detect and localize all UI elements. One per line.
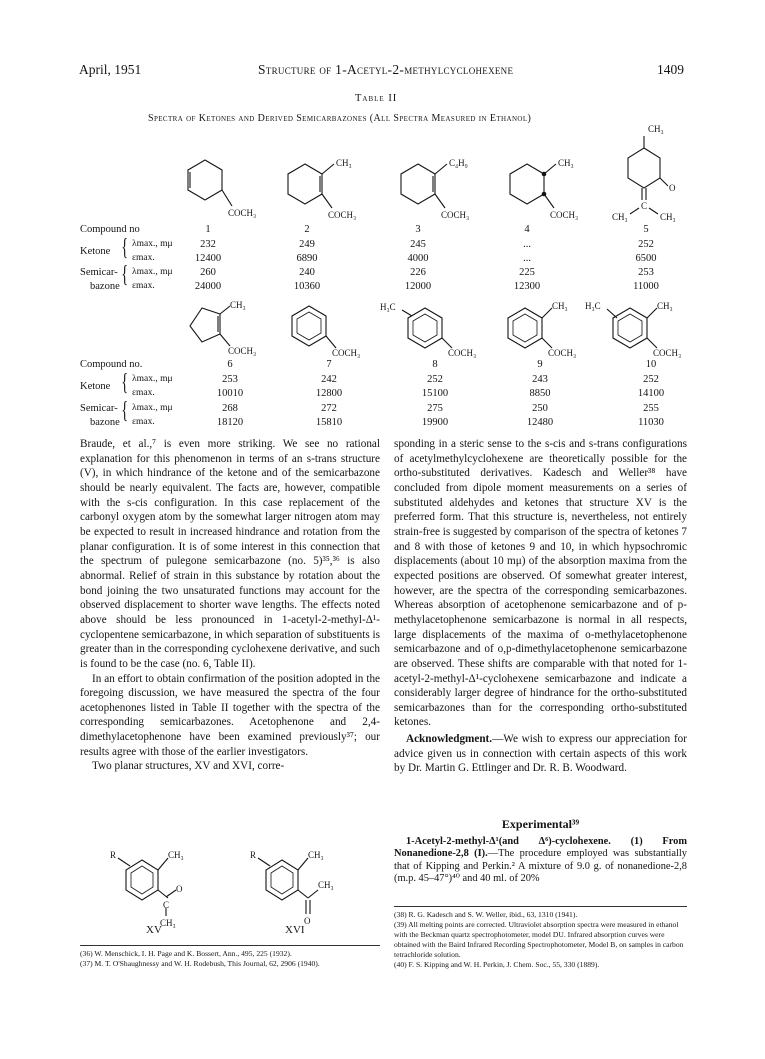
table-cell: 4000 xyxy=(407,253,429,264)
structure-label: CH₃ xyxy=(657,301,673,311)
table-cell: 15810 xyxy=(315,417,343,428)
structure-4 xyxy=(502,156,592,224)
structure-7 xyxy=(284,300,374,360)
structure-label: CH₃ xyxy=(160,918,176,928)
table-cell: 225 xyxy=(519,267,535,278)
paragraph: sponding in a steric sense to the s-cis and s-trans configurations of acetylmethylcyclohexene are theoretically possible for the ortho-substituted derivatives. Kadesch and Weller³⁸ have concluded from dipole moment measurements on a series of substituted aldehydes and ketones that structure XV is the preferred form. That this structure is, nevertheless, not entirely strain-free is suggested by comparison of the spectra of ketones 7 and 8 with those of ketones 9 and 10, in which hypsochromic displacements (about 10 mμ) of the absorption maxima from the expected positions are observed. Of somewhat greater interest, however, are the spectra of the corresponding semicarbazones. Whereas absorption of acetophenone semicarbazone and of p-methylacetophenone semicarbazone is normal in all respects, large displacements of the maxima of o-methylacetophenone semicarbazone and of o,p-dimethylacetophenone semicarbazone are observed. These shifts are comparable with that noted for 1-acetyl-2-methyl-Δ¹-cyclohexene semicarbazone and indicate a considerably larger degree of hindrance for the ortho-substituted semicarbazones than for the corresponding ortho-substituted ketones. xyxy=(394,438,687,729)
table-cell: 252 xyxy=(643,374,659,385)
table-cell: ... xyxy=(523,253,531,264)
table-label: Table II xyxy=(355,93,398,104)
structure-xvi xyxy=(250,848,350,934)
acknowledgment xyxy=(394,732,687,776)
table-cell: 8850 xyxy=(529,388,551,399)
structure-xv-label: XV xyxy=(146,924,162,936)
footnote-rule xyxy=(80,945,380,946)
structure-label: COCH₃ xyxy=(228,346,257,356)
table-cell: 252 xyxy=(638,239,654,250)
row-label-lambda: λmax., mμ xyxy=(132,403,173,413)
structure-label: CH₃ xyxy=(552,301,568,311)
table-cell: 4 xyxy=(524,224,530,235)
structure-8 xyxy=(380,298,490,360)
table-cell: 11000 xyxy=(633,281,659,292)
table-cell: 250 xyxy=(532,403,548,414)
table-cell: 232 xyxy=(200,239,216,250)
table-cell: 253 xyxy=(222,374,238,385)
row-label-epsilon: εmax. xyxy=(132,253,155,263)
table-cell: 253 xyxy=(638,267,654,278)
structure-label: H₃C xyxy=(380,302,396,312)
footnote: (37) M. T. O'Shaughnessy and W. H. Rodebush, This Journal, 62, 2906 (1940). xyxy=(80,959,320,968)
structure-label: CH₃ xyxy=(648,124,664,134)
table-cell: 10360 xyxy=(293,281,321,292)
table-cell: 252 xyxy=(427,374,443,385)
row-label-bazone: bazone xyxy=(90,281,120,292)
table-cell: 240 xyxy=(299,267,315,278)
table-cell: 242 xyxy=(321,374,337,385)
structure-label: CH₃ xyxy=(612,212,628,222)
structure-label: CH₃ xyxy=(336,158,352,168)
structure-label: O xyxy=(669,183,676,193)
acknowledgment-head: Acknowledgment. xyxy=(406,733,493,746)
structure-label: COCH₃ xyxy=(448,348,477,358)
table-cell: 7 xyxy=(326,359,332,370)
footnote: (39) All melting points are corrected. Ultraviolet absorption spectra were measured in ethanol with the Beckman quartz spectrophotometer, model DU. Infrared absorption curves were obtained with the Baird Infrared Recording Spectrophotometer, Model B, on samples in carbon tetrachloride solution. xyxy=(394,920,684,959)
table-cell: 10010 xyxy=(216,388,244,399)
footnote-rule xyxy=(394,906,687,907)
experimental-text xyxy=(394,836,687,886)
structure-label: CH₃ xyxy=(230,300,246,310)
structure-label: C₄H₉ xyxy=(449,158,468,168)
table-cell: ... xyxy=(523,239,531,250)
row-label-semicar: Semicar- xyxy=(80,403,118,414)
structure-label: COCH₃ xyxy=(653,348,682,358)
structure-label: C xyxy=(641,201,648,211)
table-cell: 12000 xyxy=(404,281,432,292)
table-cell: 12400 xyxy=(194,253,222,264)
row-label-ketone: Ketone xyxy=(80,246,111,257)
left-column xyxy=(80,437,380,774)
table-cell: 249 xyxy=(299,239,315,250)
page-number: 1409 xyxy=(657,62,684,77)
table-cell: 1 xyxy=(205,224,211,235)
row-label-lambda: λmax., mμ xyxy=(132,239,173,249)
structure-xv xyxy=(110,848,200,934)
experimental-heading: Experimental³⁹ xyxy=(501,817,580,831)
table-caption: Spectra of Ketones and Derived Semicarbazones (All Spectra Measured in Ethanol) xyxy=(148,113,532,124)
structure-label: O xyxy=(176,884,183,894)
header-title: Structure of 1-Acetyl-2-methylcyclohexene xyxy=(258,62,514,77)
row-label-lambda: λmax., mμ xyxy=(132,267,173,277)
structure-1 xyxy=(180,156,260,224)
table-cell: 12300 xyxy=(513,281,541,292)
row-label-epsilon: εmax. xyxy=(132,417,155,427)
table-cell: 260 xyxy=(200,267,216,278)
table-cell: 10 xyxy=(645,359,657,370)
table-cell: 9 xyxy=(537,359,543,370)
structure-label: CH₃ xyxy=(318,880,334,890)
structure-label: C xyxy=(163,900,170,910)
structure-label: COCH₃ xyxy=(441,210,470,220)
row-label-semicar: Semicar- xyxy=(80,267,118,278)
structure-2 xyxy=(280,156,370,224)
footnote: (40) F. S. Kipping and W. H. Perkin, J. Chem. Soc., 55, 330 (1889). xyxy=(394,960,600,969)
table-cell: 243 xyxy=(532,374,548,385)
structure-xvi-label: XVI xyxy=(285,924,305,936)
row-label-lambda: λmax., mμ xyxy=(132,374,173,384)
structure-label: COCH₃ xyxy=(228,208,257,218)
table-cell: 14100 xyxy=(637,388,665,399)
experimental-subhead: 1-Acetyl-2-methyl-Δ¹(and Δ⁶)-cyclohexene. (1) From Nonanedione-2,8 (I). xyxy=(394,836,687,860)
table-cell: 15100 xyxy=(421,388,449,399)
row-label-epsilon: εmax. xyxy=(132,281,155,291)
table-cell: 8 xyxy=(432,359,438,370)
acknowledgment-body: —We wish to express our appreciation for advice given us in connection with certain aspects of this work by Dr. Martin G. Ettlinger and Dr. R. B. Woodward. xyxy=(394,733,687,775)
structure-label: R xyxy=(250,850,257,860)
structure-label: COCH₃ xyxy=(548,348,577,358)
paragraph: Braude, et al.,⁷ is even more striking. We see no rational explanation for this phenomenon in terms of an s-trans structure (V), in which hindrance of the ketone and of the semicarbazone should be nearly equivalent. The facts are, however, compatible with the s-cis configuration. In this case replacement of the carbonyl oxygen atom by the somewhat larger nitrogen atom may be expected to result in increased hindrance and rotation from the planar configuration. It is of some interest in this connection that the spectrum of pulegone semicarbazone (no. 5)³⁵,³⁶ is also abnormal. Relief of strain in this substance by rotation about the bond joining the two unsaturated functions may account for the observed displacement to shorter wave lengths. The effects noted above should be less pronounced in 1-acetyl-2-methyl-Δ¹-cyclopentene semicarbazone, in which separation of substituents is greater than in the corresponding cyclohexene derivative, and such is found to be the case (no. 6, Table II). xyxy=(80,438,380,670)
structure-3 xyxy=(393,156,483,224)
row-label-bazone: bazone xyxy=(90,417,120,428)
table-cell: 6 xyxy=(227,359,233,370)
table-cell: 3 xyxy=(415,224,421,235)
table-cell: 12800 xyxy=(315,388,343,399)
structure-label: H₃C xyxy=(585,301,601,311)
structure-label: CH₃ xyxy=(308,850,324,860)
structure-label: O xyxy=(304,916,311,926)
paragraph: In an effort to obtain confirmation of the position adopted in the foregoing discussion, we have measured the spectra of the four acetophenones listed in Table II together with the spectra of the corresponding semicarbazones. Acetophenone and 2,4-dimethylacetophenone have been examined previously³⁷; our results agree with those of the earlier investigators. xyxy=(80,672,380,758)
structure-9 xyxy=(500,298,590,360)
table-cell: 245 xyxy=(410,239,426,250)
structure-label: CH₃ xyxy=(168,850,184,860)
table-cell: 268 xyxy=(222,403,238,414)
right-footnotes xyxy=(394,910,687,970)
structure-label: COCH₃ xyxy=(328,210,357,220)
structure-label: R xyxy=(110,850,117,860)
table-cell: 11030 xyxy=(638,417,664,428)
table-cell: 5 xyxy=(643,224,649,235)
table-cell: 6890 xyxy=(296,253,318,264)
left-footnotes xyxy=(80,949,380,969)
row-label-compound: Compound no. xyxy=(80,359,143,370)
table-cell: 19900 xyxy=(421,417,449,428)
table-cell: 18120 xyxy=(216,417,244,428)
right-column xyxy=(394,437,687,776)
experimental-body: —The procedure employed was substantially that of Kipping and Perkin.² A mixture of 9.0 g. of nonanedione-2,8 (m.p. 45–47°)⁴⁰ and 40 ml. of 20% xyxy=(394,848,687,885)
table-cell: 24000 xyxy=(194,281,222,292)
structure-label: CH₃ xyxy=(660,212,676,222)
structure-label: COCH₃ xyxy=(550,210,579,220)
row-label-epsilon: εmax. xyxy=(132,388,155,398)
table-cell: 272 xyxy=(321,403,337,414)
structure-label: COCH₃ xyxy=(332,348,361,358)
structure-label: CH₃ xyxy=(558,158,574,168)
footnote: (38) R. G. Kadesch and S. W. Weller, ibid., 63, 1310 (1941). xyxy=(394,910,578,919)
table-cell: 275 xyxy=(427,403,443,414)
table-cell: 6500 xyxy=(635,253,657,264)
table-cell: 226 xyxy=(410,267,426,278)
table-cell: 255 xyxy=(643,403,659,414)
footnote: (36) W. Menschick, I. H. Page and K. Bossert, Ann., 495, 225 (1932). xyxy=(80,949,292,958)
row-label-ketone: Ketone xyxy=(80,381,111,392)
row-label-compound: Compound no xyxy=(80,224,140,235)
table-cell: 12480 xyxy=(526,417,554,428)
table-cell: 2 xyxy=(304,224,310,235)
structure-6 xyxy=(182,298,262,360)
structure-5 xyxy=(612,120,702,224)
paragraph: Two planar structures, XV and XVI, corre- xyxy=(92,760,285,773)
header-date: April, 1951 xyxy=(79,62,142,77)
structure-10 xyxy=(585,298,695,360)
